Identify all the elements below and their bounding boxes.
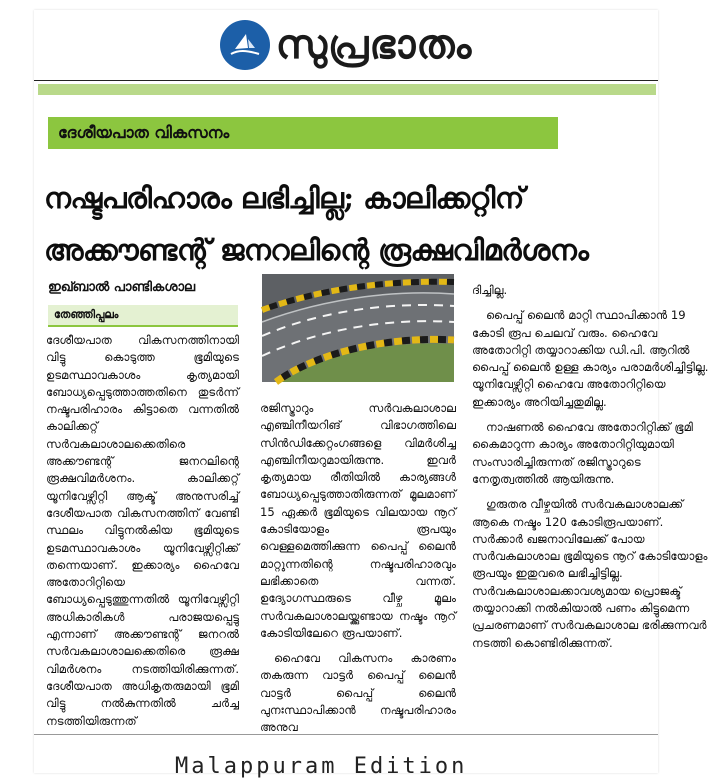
headline-line-2: അക്കൗണ്ടന്റ് ജനറലിന്റെ രൂക്ഷവിമർശനം bbox=[44, 233, 589, 267]
paragraph: രജിസ്ട്രാറും സർവകലാശാല എഞ്ചിനീയറിങ് വിഭാഗത്തിലെ സിൻഡിക്കേറ്റംഗങ്ങളെ വിമർശിച്ച എഞ്ചിനീയറുമായിരുന്നു. ഇവർ കൃത്യമായ രീതിയിൽ കാര്യങ്ങൾ ബോധ്യപ്പെടുത്താതിരുന്നത് മൂലമാണ് 15 ഏക്കർ ഭൂമിയുടെ വിലയായ നൂറ് കോടിയോളം രൂപയും വെള്ളമെത്തിക്കുന്ന പൈപ്പ് ലൈൻ മാറ്റുന്നതിന്റെ നഷ്ടപരിഹാരവും ലഭിക്കാതെ വന്നത്. ഉദ്യോഗസ്ഥരുടെ വീഴ്ച മൂലം സർവകലാശാലയ്ക്കുണ്ടായ നഷ്ടം നൂറ് കോടിയിലേറെ രൂപയാണ്. bbox=[260, 401, 456, 640]
edition-label: Malappuram Edition bbox=[175, 754, 468, 779]
masthead bbox=[34, 10, 658, 80]
paragraph: ഗുരുതര വീഴ്ചയിൽ സർവകലാശാലക്ക് ആകെ നഷ്ടം 120 കോടിരൂപയാണ്. സർക്കാർ ഖജനാവിലേക്ക് പോയ സർവകലാശാല ഭൂമിയുടെ നൂറ് കോടിയോളം രൂപയും ഇതുവരെ ലഭിച്ചിട്ടില്ല. സർവകലാശാലക്കാവശ്യമായ പ്രൊജക്ട് തയ്യാറാക്കി നൽകിയാൽ പണം കിട്ടുമെന്ന പ്രചരണമാണ് സർവകലാശാല ഭരിക്കുന്നവർ നടത്തി കൊണ്ടിരിക്കുന്നത്. bbox=[472, 497, 708, 650]
masthead-rule bbox=[34, 80, 658, 81]
section-label: ദേശീയപാത വികസനം bbox=[48, 117, 558, 149]
headline bbox=[44, 172, 654, 276]
dateline: തേഞ്ഞിപ്പലം bbox=[48, 305, 238, 327]
highway-photo bbox=[262, 274, 454, 382]
paragraph: പൈപ്പ് ലൈൻ മാറ്റി സ്ഥാപിക്കാൻ 19 കോടി രൂപ ചെലവ് വരും. ഹൈവേ അതോറിറ്റി തയ്യാറാക്കിയ ഡി.പി. ആറിൽ പൈപ്പ് ലൈൻ ഉള്ള കാര്യം പരാമർശിച്ചിട്ടില്ല. യൂനിവേഴ്സിറ്റി ഹൈവേ അതോറിറ്റിയെ ഇക്കാര്യം അറിയിച്ചതുമില്ല. bbox=[472, 308, 709, 409]
headline-line-1: നഷ്ടപരിഹാരം ലഭിച്ചില്ല; കാലിക്കറ്റിന് bbox=[44, 181, 524, 215]
supr-logo-icon bbox=[220, 20, 270, 70]
footer-rule bbox=[34, 734, 658, 735]
paragraph: ഹൈവേ വികസനം കാരണം തകരുന്ന വാട്ടർ പൈപ്പ് ലൈൻ വാട്ടർ പൈപ്പ് ലൈൻ പുനഃസ്ഥാപിക്കാൻ നഷ്ടപരിഹാരം അനുവ bbox=[260, 651, 456, 735]
byline: ഇഖ്ബാൽ പാണ്ടികശാല bbox=[48, 280, 196, 295]
paragraph: നാഷണൽ ഹൈവേ അതോറിറ്റിക്ക് ഭൂമി കൈമാറുന്ന കാര്യം അതോറിറ്റിയുമായി സംസാരിച്ചിരുന്നത് രജിസ്ട്രാറുടെ നേതൃത്വത്തിൽ ആയിരുന്നു. bbox=[472, 420, 693, 486]
article-column-2 bbox=[260, 400, 456, 737]
paragraph: ദിച്ചില്ല. bbox=[472, 283, 508, 297]
green-band bbox=[38, 84, 656, 95]
article-column-1 bbox=[46, 332, 239, 730]
masthead-title: സുപ്രഭാതം bbox=[275, 22, 473, 68]
article-column-3 bbox=[472, 282, 709, 652]
newspaper-clipping bbox=[34, 10, 709, 773]
paragraph: ദേശീയപാത വികസനത്തിനായി വിട്ടു കൊടുത്ത ഭൂമിയുടെ ഉടമസ്ഥാവകാശം കൃത്യമായി ബോധ്യപ്പെടുത്താത്തതിനെ തുടർന്ന് നഷ്ടപരിഹാരം കിട്ടാതെ വന്നതിൽ കാലിക്കറ്റ് സർവകലാശാലക്കെതിരെ അക്കൗണ്ടന്റ് ജനറലിന്റെ രൂക്ഷവിമർശനം. കാലിക്കറ്റ് യൂനിവേഴ്സിറ്റി ആക്ട് അനുസരിച്ച് ദേശീയപാത വികസനത്തിന് വേണ്ടി സ്ഥലം വിട്ടുനൽകിയ ഭൂമിയുടെ ഉടമസ്ഥാവകാശം യൂനിവേഴ്സിറ്റിക്ക് തന്നെയാണ്. ഇക്കാര്യം ഹൈവേ അതോറിറ്റിയെ ബോധ്യപ്പെടുത്തുന്നതിൽ യൂനിവേഴ്സിറ്റി അധികാരികൾ പരാജയപ്പെട്ടു എന്നാണ് അക്കൗണ്ടന്റ് ജനറൽ സർവകലാശാലക്കെതിരെ രൂക്ഷ വിമർശനം നടത്തിയിരിക്കുന്നത്. ദേശീയപാത അധികൃതരുമായി ഭൂമി വിട്ടു നൽകുന്നതിൽ ചർച്ച നടത്തിയിരുന്നത് bbox=[46, 333, 239, 728]
